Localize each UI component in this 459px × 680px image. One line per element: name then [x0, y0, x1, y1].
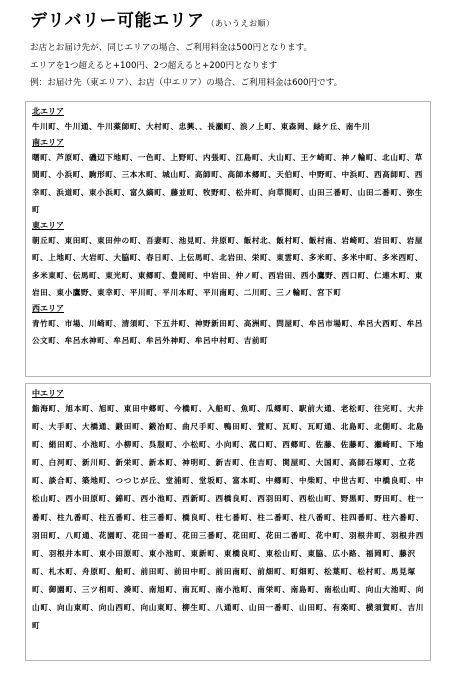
intro-line-3: 例：お届け先（東エリア）、お店（中エリア）の場合、ご利用料金は600円です。	[30, 78, 343, 88]
outer-areas-box	[25, 101, 431, 377]
west-area-title: 西エリア	[32, 303, 64, 313]
south-area-title: 南エリア	[32, 137, 64, 147]
east-area-title: 東エリア	[32, 220, 64, 230]
title-text: デリバリー可能エリア	[30, 11, 205, 31]
page-title	[30, 6, 275, 31]
central-area-title: 中エリア	[32, 389, 64, 398]
intro-line-2: エリアを1つ超えると+100円、2つ超えると+200円となります	[30, 60, 278, 71]
central-area-box	[25, 383, 431, 661]
north-area-towns: 牛川町、牛川通、牛川薬師町、大村町、忠興、、長瀬町、浪ノ上町、東森岡、緑ケ丘、南牛川	[32, 122, 371, 131]
intro-line-1: お店とお届け先が、同じエリアの場合、ご利用料金は500円となります。	[30, 43, 313, 53]
east-area-towns: 朝丘町、東田町、東田仲の町、吾妻町、池見町、井原町、飯村北、飯村町、飯村南、岩崎町、岩田町、岩屋町、上地町、大岩町、大脇町、春日町、上伝馬町、北岩田、栄町、東雲町、多米町、多米中町、多米西町、多米東町、伝馬町、東光町、東郷町、豊岡町、中岩田、仲ノ町、西岩田、西小鷹野、西口町、仁連木町、東岩田、東小鷹野、東幸町、平川町、平川本町、平川南町、二川町、三ノ輪町、宮下町	[32, 235, 423, 297]
title-note: （あいうえお順）	[206, 19, 275, 28]
pricing-description	[30, 40, 450, 93]
central-area-towns: 鮨海町、旭本町、旭町、東田中郷町、今橋町、入船町、魚町、瓜郷町、駅前大通、老松町、往完町、大井町、大手町、大橋通、鍛田町、鍛冶町、曲尺手町、鴨田町、萱町、瓦町、瓦町通、北島町、北側町、北島町、絹田町、小池町、小柳町、呉服町、小松町、小向町、菰口町、西郷町、佐藤、佐藤町、瀬崎町、下地町、白河町、新川町、新栄町、新本町、神明町、新吉町、住吉町、関屋町、大国町、高師石塚町、立花町、談合町、築地町、つつじが丘、堂浦町、堂坂町、富本町、中郷町、中柴町、中世古町、中橋良町、中松山町、西小田原町、錦町、西小池町、西新町、西橋良町、西羽田町、西松山町、野黒町、野田町、柱一番町、柱九番町、柱五番町、柱三番町、橋良町、柱七番町、柱二番町、柱八番町、柱四番町、柱六番町、羽田町、八町通、花園町、花田一番町、花田三番町、花田町、花田二番町、花中町、羽根井町、羽根井西町、羽根井本町、東小田原町、東小池町、東新町、東橋良町、東松山町、東脇、広小路、福岡町、藤沢町、札木町、舟原町、船町、前田町、前田中町、前田南町、前畑町、町畑町、松葉町、松村町、馬見塚町、御園町、三ツ相町、湊町、南旭町、南瓦町、南小池町、南栄町、南島町、南松山町、向山大池町、向山町、向山東町、向山西町、向山東町、柳生町、八通町、山田一番町、山田町、有楽町、横須賀町、吉川町	[32, 404, 425, 631]
north-area-title: 北エリア	[32, 107, 64, 116]
south-area-towns: 曙町、芦原町、磯辺下地町、一色町、上野町、内張町、江島町、大山町、王ケ崎町、神ノ輪町、北山町、草間町、小浜町、駒形町、三本木町、城山町、高師町、高師本郷町、天伯町、中野町、中浜町、西高師町、西幸町、浜道町、東小浜町、富久縞町、藤並町、牧野町、松井町、向草間町、山田三番町、山田二番町、弥生町	[32, 152, 423, 214]
west-area-towns: 青竹町、市場、川崎町、清須町、下五井町、神野新田町、高洲町、問屋町、牟呂市場町、牟呂大西町、牟呂公文町、牟呂水神町、牟呂町、牟呂外神町、牟呂中村町、吉前町	[32, 318, 423, 345]
